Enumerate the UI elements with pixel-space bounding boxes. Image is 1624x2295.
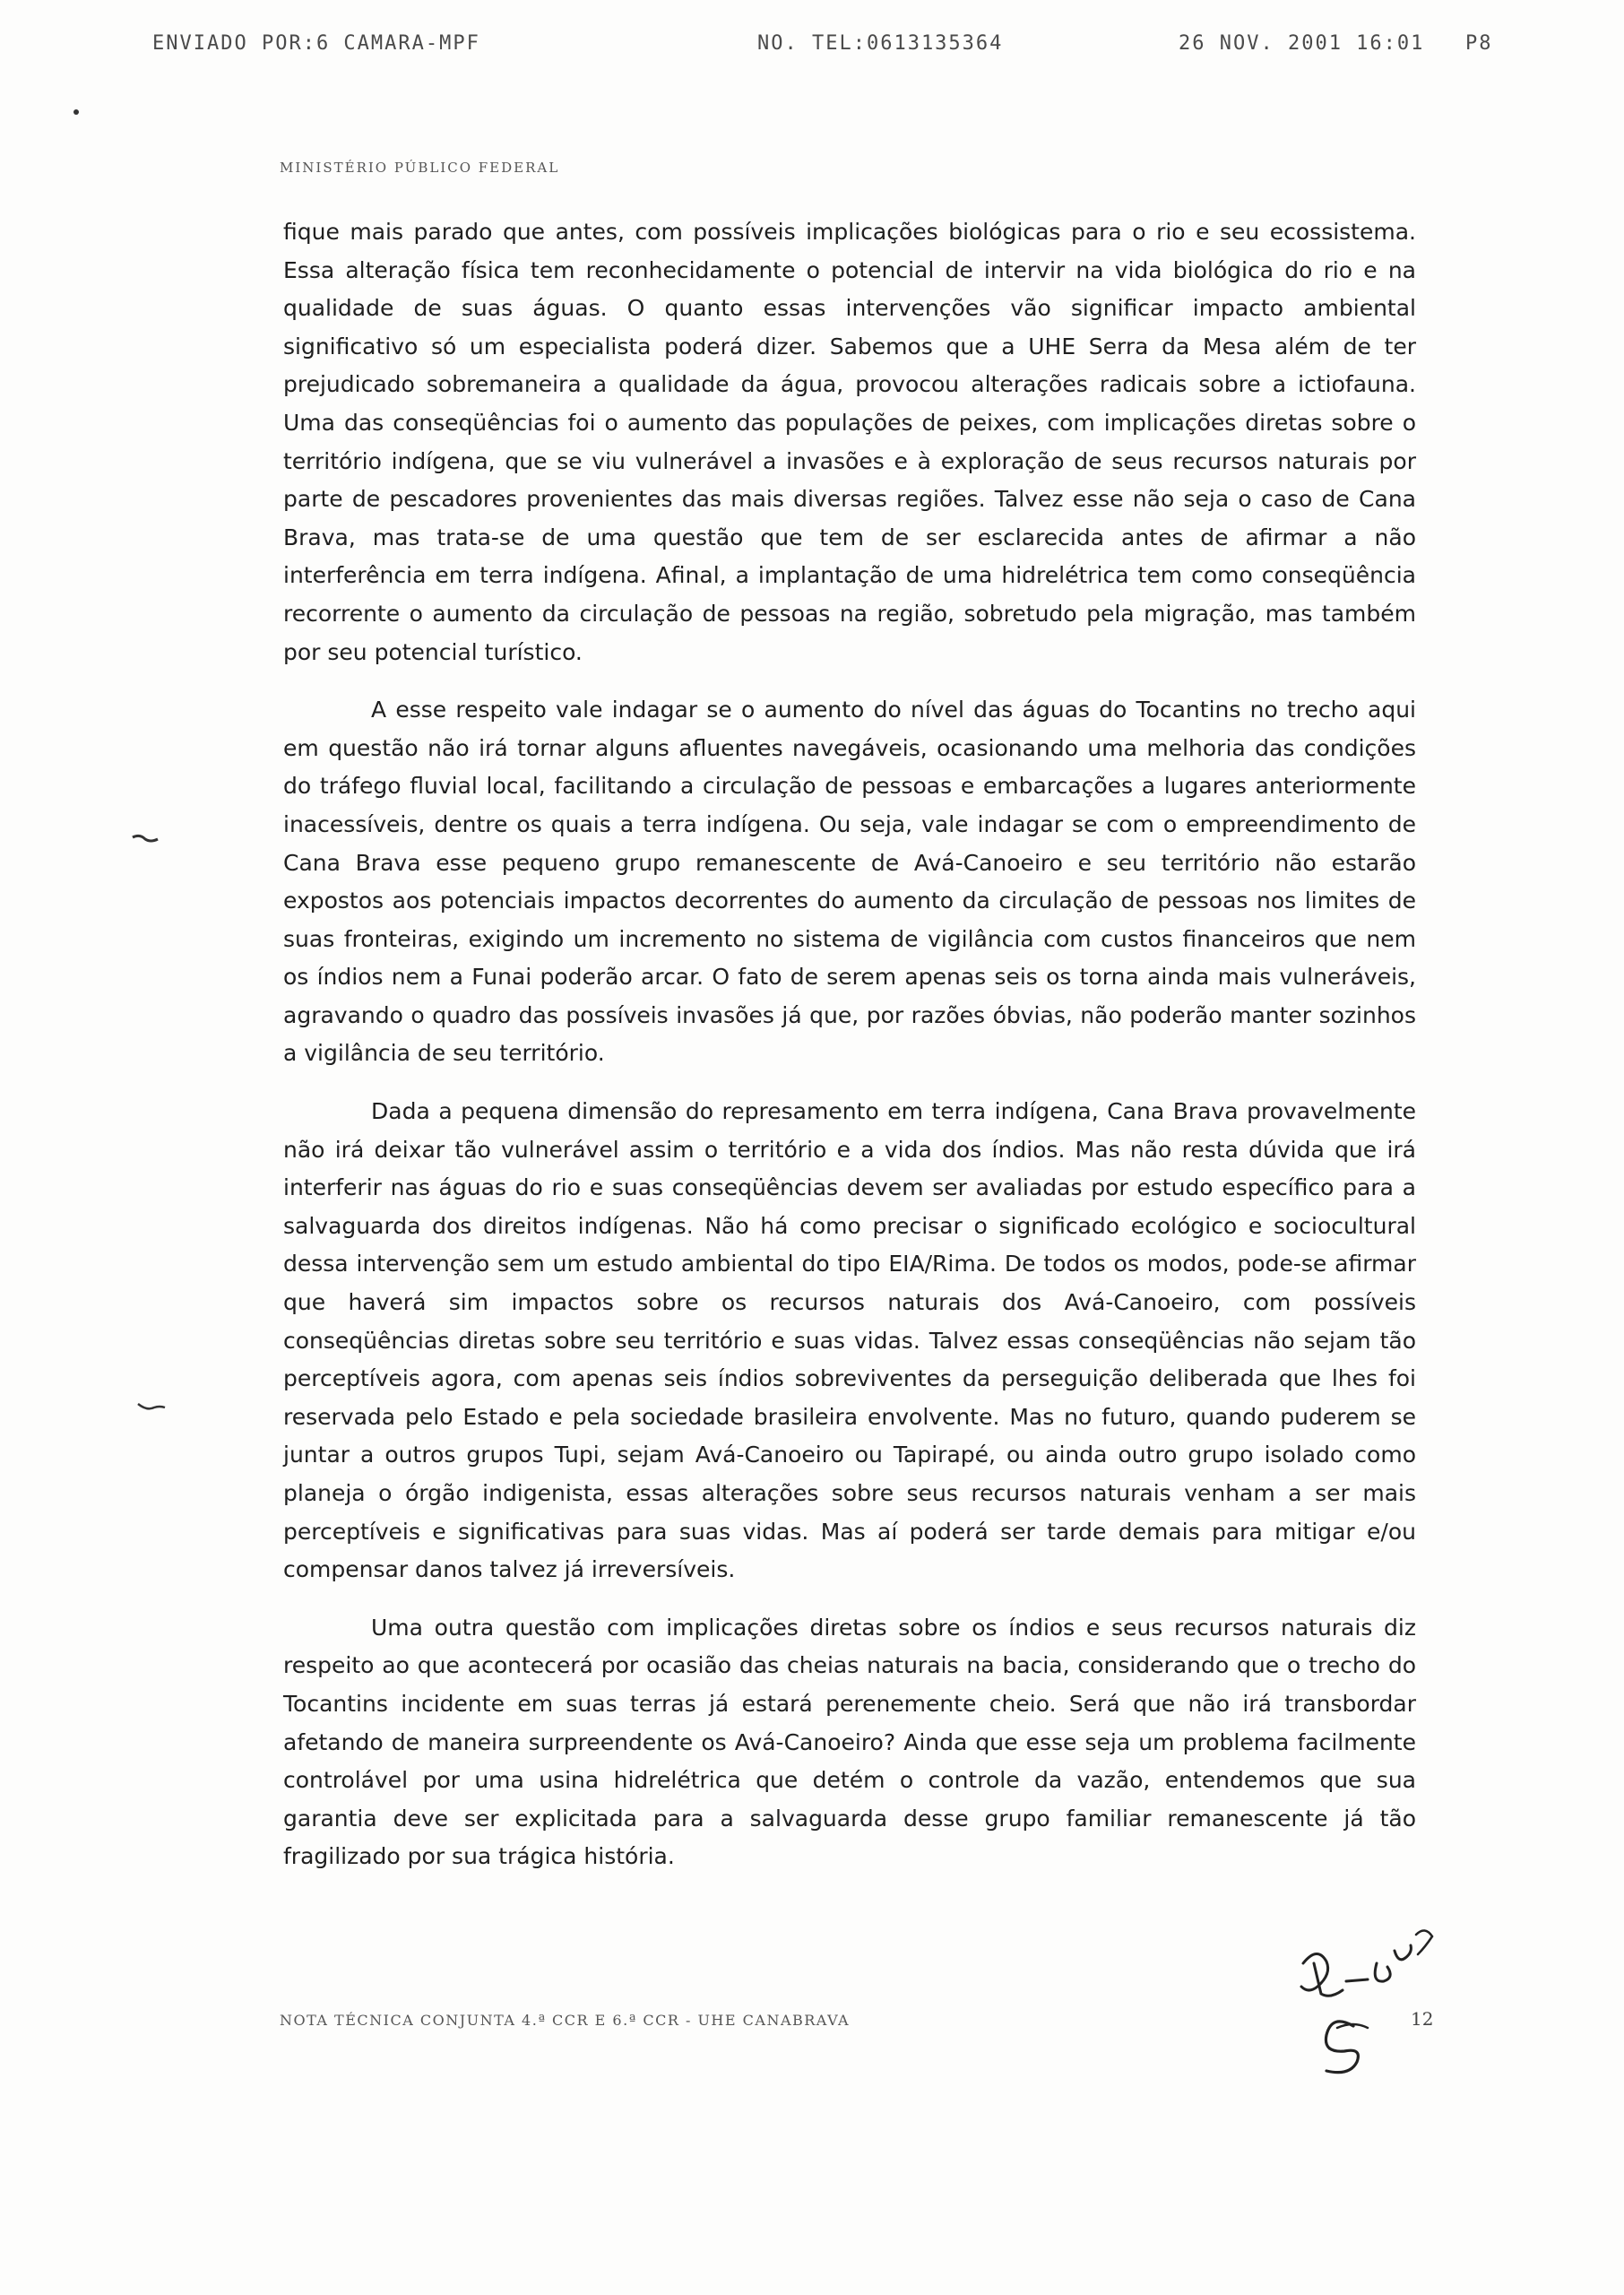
fax-header — [152, 32, 1497, 72]
document-body — [283, 213, 1416, 1896]
fax-datetime: 26 NOV. 2001 16:01 — [1179, 32, 1425, 55]
signature-icon — [1291, 1927, 1461, 2080]
page-number: 12 — [1411, 2008, 1434, 2030]
letterhead: MINISTÉRIO PÚBLICO FEDERAL — [280, 160, 560, 176]
margin-mark-icon — [136, 1400, 167, 1413]
margin-mark-icon — [72, 108, 81, 117]
margin-mark-icon — [131, 832, 160, 846]
fax-page: P8 — [1465, 32, 1493, 55]
fax-tel: NO. TEL:0613135364 — [757, 32, 1004, 55]
paragraph: Dada a pequena dimensão do represamento em terra indígena, Cana Brava provavelmente não irá deixar tão vulnerável assim o território e a vida dos índios. Mas não resta dúvida que irá interferir nas águas do rio e suas conseqüências devem ser avaliadas por estudo específico para a salvaguarda dos direitos indígenas. Não há como precisar o significado ecológico e sociocultural dessa intervenção sem um estudo ambiental do tipo EIA/Rima. De todos os modos, pode-se afirmar que haverá sim impactos sobre os recursos naturais dos Avá-Canoeiro, com possíveis conseqüências diretas sobre seu território e suas vidas. Talvez essas conseqüências não sejam tão perceptíveis agora, com apenas seis índios sobreviventes da perseguição deliberada que lhes foi reservada pelo Estado e pela sociedade brasileira envolvente. Mas no futuro, quando puderem se juntar a outros grupos Tupi, sejam Avá-Canoeiro ou Tapirapé, ou ainda outro grupo isolado como planeja o órgão indigenista, essas alterações sobre seus recursos naturais venham a ser mais perceptíveis e significativas para suas vidas. Mas aí poderá ser tarde demais para mitigar e/ou compensar danos talvez já irreversíveis. — [283, 1098, 1416, 1583]
paragraph: A esse respeito vale indagar se o aumento do nível das águas do Tocantins no trecho aqui em questão não irá tornar alguns afluentes navegáveis, ocasionando uma melhoria das condições do tráfego fluvial local, facilitando a circulação de pessoas e embarcações a lugares anteriormente inacessíveis, dentre os quais a terra indígena. Ou seja, vale indagar se com o empreendimento de Cana Brava esse pequeno grupo remanescente de Avá-Canoeiro e seu território não estarão expostos aos potenciais impactos decorrentes do aumento da circulação de pessoas nos limites de suas fronteiras, exigindo um incremento no sistema de vigilância com custos financeiros que nem os índios nem a Funai poderão arcar. O fato de serem apenas seis os torna ainda mais vulneráveis, agravando o quadro das possíveis invasões já que, por razões óbvias, não poderão manter sozinhos a vigilância de seu território. — [283, 697, 1416, 1067]
paragraph: Uma outra questão com implicações diretas sobre os índios e seus recursos naturais diz respeito ao que acontecerá por ocasião das cheias naturais na bacia, considerando que o trecho do Tocantins incidente em suas terras já estará perenemente cheio. Será que não irá transbordar afetando de maneira surpreendente os Avá-Canoeiro? Ainda que esse seja um problema facilmente controlável por uma usina hidrelétrica que detém o controle da vazão, entendemos que sua garantia deve ser explicitada para a salvaguarda desse grupo familiar remanescente já tão fragilizado por sua trágica história. — [283, 1614, 1416, 1870]
footer-note: NOTA TÉCNICA CONJUNTA 4.ª CCR E 6.ª CCR - UHE CANABRAVA — [280, 2012, 851, 2029]
paragraph: fique mais parado que antes, com possíveis implicações biológicas para o rio e seu ecossistema. Essa alteração física tem reconhecidamente o potencial de intervir na vida biológica do rio e na qualidade de suas águas. O quanto essas intervenções vão significar impacto ambiental significativo só um especialista poderá dizer. Sabemos que a UHE Serra da Mesa além de ter prejudicado sobremaneira a qualidade da água, provocou alterações radicais sobre a ictiofauna. Uma das conseqüências foi o aumento das populações de peixes, com implicações diretas sobre o território indígena, que se viu vulnerável a invasões e à exploração de seus recursos naturais por parte de pescadores provenientes das mais diversas regiões. Talvez esse não seja o caso de Cana Brava, mas trata-se de uma questão que tem de ser esclarecida antes de afirmar a não interferência em terra indígena. Afinal, a implantação de uma hidrelétrica tem como conseqüência recorrente o aumento da circulação de pessoas na região, sobretudo pela migração, mas também por seu potencial turístico. — [283, 219, 1416, 665]
fax-sender: ENVIADO POR:6 CAMARA-MPF — [152, 32, 480, 55]
